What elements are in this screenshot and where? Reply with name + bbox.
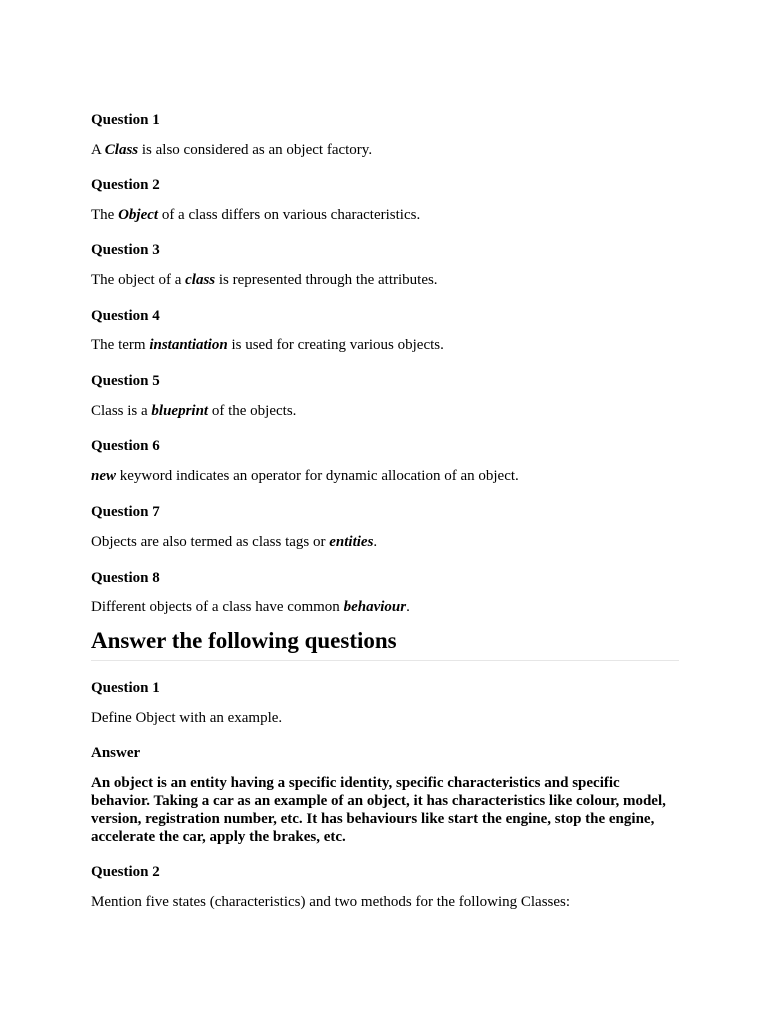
question-7-keyword: entities xyxy=(329,534,374,550)
question-8-keyword: behaviour xyxy=(343,599,407,615)
answer-question-1-heading: Question 1 xyxy=(91,680,160,696)
question-6-heading: Question 6 xyxy=(91,438,160,454)
question-2-heading: Question 2 xyxy=(91,177,160,193)
question-3-keyword: class xyxy=(185,272,216,288)
question-7-text xyxy=(91,533,377,551)
question-2-after: of a class differs on various characteristics. xyxy=(158,207,421,223)
question-7-heading: Question 7 xyxy=(91,504,160,520)
question-4-keyword: instantiation xyxy=(149,337,228,353)
question-4-before: The term xyxy=(91,337,150,353)
question-1-after: is also considered as an object factory. xyxy=(138,142,373,158)
answer-label: Answer xyxy=(91,745,141,761)
question-6-keyword: new xyxy=(91,468,117,484)
question-5-keyword: blueprint xyxy=(151,403,209,419)
answer-question-2-heading: Question 2 xyxy=(91,864,160,880)
question-8-before: Different objects of a class have common xyxy=(91,599,344,615)
question-5-after: of the objects. xyxy=(208,403,297,419)
question-4-after: is used for creating various objects. xyxy=(227,337,444,353)
question-5-text xyxy=(91,402,296,420)
question-6-after: keyword indicates an operator for dynamic allocation of an object. xyxy=(116,468,519,484)
question-8-heading: Question 8 xyxy=(91,570,160,586)
question-1-text xyxy=(91,141,372,159)
section-title: Answer the following questions xyxy=(91,628,397,653)
question-8-text xyxy=(91,598,410,616)
question-6-text xyxy=(91,467,519,485)
question-7-before: Objects are also termed as class tags or xyxy=(91,534,330,550)
answer-question-2-text: Mention five states (characteristics) and two methods for the following Classes: xyxy=(91,894,571,910)
answer-question-1-text: Define Object with an example. xyxy=(91,710,283,726)
question-2-text xyxy=(91,206,420,224)
question-3-before: The object of a xyxy=(91,272,186,288)
section-divider xyxy=(91,660,679,661)
question-1-heading: Question 1 xyxy=(91,112,160,128)
answer-text: An object is an entity having a specific identity, specific characteristics and specific behavior. Taking a car as an example of an object, it has characteristics like colour, model, version, registration number, etc. It has behaviours like start the engine, stop the engine, accelerate the car, apply the brakes, etc. xyxy=(91,775,666,845)
question-3-heading: Question 3 xyxy=(91,242,160,258)
question-4-heading: Question 4 xyxy=(91,308,160,324)
question-5-before: Class is a xyxy=(91,403,152,419)
question-1-keyword: Class xyxy=(104,142,139,158)
question-3-text xyxy=(91,271,438,289)
question-3-after: is represented through the attributes. xyxy=(215,272,438,288)
question-5-heading: Question 5 xyxy=(91,373,160,389)
question-2-before: The xyxy=(91,207,119,223)
question-2-keyword: Object xyxy=(118,207,159,223)
question-4-text xyxy=(91,336,444,354)
question-8-after: . xyxy=(406,599,410,615)
question-1-before: A xyxy=(91,142,105,158)
question-7-after: . xyxy=(373,534,378,550)
